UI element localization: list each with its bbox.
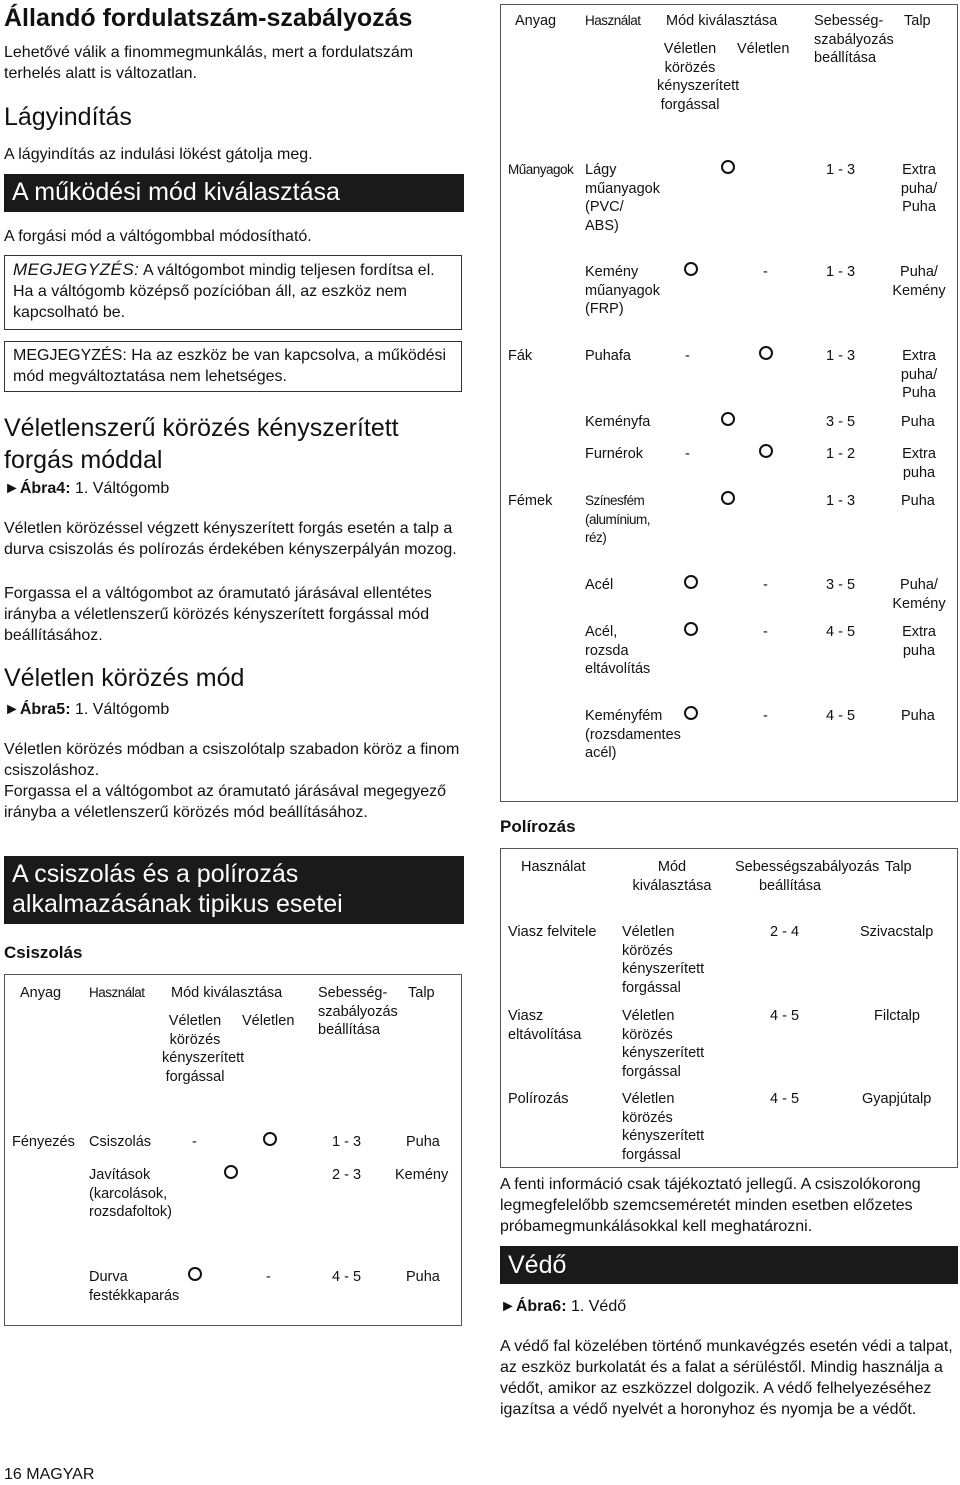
th2-sebesseg: Sebesség-szabályozás beállítása [814,13,894,66]
figure-ref-6 [500,1296,960,1317]
t2-row8-talp: Extra puha [902,624,936,659]
t2-row7-seb: 3 - 5 [826,577,856,593]
t1-row3-talp: Puha [406,1269,440,1285]
t2-row7-m2: - [763,577,768,593]
circle-icon [721,160,735,174]
t2-row8-m1 [684,622,698,642]
section-bar-typical-cases: A csiszolás és a polírozás alkalmazásának tipikus esetei [4,856,464,924]
t1-row1-talp: Puha [406,1134,440,1150]
heading-random-orbit-forced: Véletlenszerű körözés kényszerített forgás móddal [4,414,399,474]
th2-anyag: Anyag [515,13,557,29]
t2-row1-talp: Extra puha/ Puha [900,162,938,215]
t2-row2-m2: - [763,264,768,280]
t2-row4-haszn: Keményfa [585,414,651,430]
t2-row3-m2 [759,346,773,366]
t2-row2-haszn: Kemény műanyagok (FRP) [585,264,660,317]
t2-row7-haszn: Acél [585,577,614,593]
t2-row4-talp: Puha [901,414,935,430]
t2-row6-anyag: Fémek [508,493,553,509]
t2-row3-talp: Extra puha/ Puha [900,348,938,401]
t2-row2-talp: Puha/ Kemény [892,264,946,299]
t1-row1-m1: - [192,1134,197,1150]
t1-row3-haszn: Durva festékkaparás [89,1269,180,1304]
heading-constant-speed: Állandó fordulatszám-szabályozás [4,4,413,32]
paragraph-mode-selection: A forgási mód a váltógombbal módosítható. [4,228,312,245]
th2-sub-random: Véletlen [737,41,790,57]
th-talp: Talp [408,985,435,1001]
t2-row4-seb: 3 - 5 [826,414,856,430]
section-bar-guard: Védő [500,1246,958,1284]
figure-ref-5 [4,699,466,720]
t2-row9-seb: 4 - 5 [826,708,856,724]
t3-row2-haszn: Viasz eltávolítása [508,1008,582,1043]
t2-row1-m2 [721,160,735,180]
t2-row1-anyag: Műanyagok [508,162,574,177]
t2-row4-m2 [721,412,735,432]
heading-random-orbit: Véletlen körözés mód [4,664,245,692]
page-footer: 16 MAGYAR [4,1466,95,1483]
t2-row6-m2 [721,491,735,511]
th-hasznalat: Használat [89,985,145,1000]
paragraph-forced-desc: Véletlen körözéssel végzett kényszerített forgás esetén a talp a durva csiszolás és polírozás érdekében kényszerpályán mozog. [4,520,457,558]
t1-row2-m1 [224,1165,238,1185]
th-sub-random: Véletlen [242,1013,295,1029]
figure-text: 1. Váltógomb [70,701,170,718]
circle-icon [684,575,698,589]
t3-row3-haszn: Polírozás [508,1091,569,1107]
t2-row5-haszn: Furnérok [585,446,644,462]
th3-hasznalat: Használat [521,859,586,875]
th2-hasznalat: Használat [585,13,641,28]
t2-row7-talp: Puha/ Kemény [892,577,946,612]
paragraph-random-instr: Forgassa el a váltógombot az óramutató járásával megegyező irányba a véletlenszerű körözés mód beállításához. [4,783,447,821]
th3-talp: Talp [885,859,912,875]
circle-icon [759,346,773,360]
t2-row3-m1: - [685,348,690,364]
circle-icon [684,262,698,276]
t2-row8-m2: - [763,624,768,640]
t2-row3-anyag: Fák [508,348,533,364]
t1-row1-anyag: Fényezés [12,1134,75,1150]
t2-row5-m1: - [685,446,690,462]
t1-row1-m2 [263,1132,277,1152]
t3-row2-talp: Filctalp [874,1008,920,1024]
th3-mod: Mód kiválasztása [632,859,712,894]
paragraph-guard: A védő fal közelében történő munkavégzés esetén védi a talpat, az eszköz burkolatát és a falat a sérüléstől. Mindig használja a védőt, amikor az eszközzel dolgozik. A védő felhelyezéséhez igazítsa a védő nyelvét a horonyhoz és nyomja be a védőt. [500,1338,953,1418]
t2-row9-talp: Puha [901,708,935,724]
note-box-1 [4,255,462,330]
t2-row9-m1 [684,706,698,726]
t1-row2-seb: 2 - 3 [332,1167,362,1183]
note-text: Ha az eszköz be van kapcsolva, a működési mód megváltoztatása nem lehetséges. [13,347,447,385]
th-sebesseg: Sebesség-szabályozás beállítása [318,985,398,1038]
heading-polishing: Polírozás [500,817,576,836]
t1-row2-talp: Kemény [395,1167,449,1183]
t3-row1-seb: 2 - 4 [770,924,800,940]
t2-row3-seb: 1 - 3 [826,348,856,364]
material-table [500,4,958,802]
t3-row3-mod: Véletlen körözés kényszerített forgással [622,1091,705,1163]
t2-row6-talp: Puha [901,493,935,509]
t2-row5-m2 [759,444,773,464]
figure-ref-4 [4,478,466,499]
note-text: A váltógombot mindig teljesen fordítsa el. Ha a váltógomb középső pozícióban áll, az eszköz nem kapcsolható be. [13,262,435,321]
t2-row9-m2: - [763,708,768,724]
t2-row7-m1 [684,575,698,595]
circle-icon [721,412,735,426]
circle-icon [721,491,735,505]
circle-icon [759,444,773,458]
note-box-2 [4,341,462,392]
t3-row1-mod: Véletlen körözés kényszerített forgással [622,924,705,996]
t3-row1-haszn: Viasz felvitele [508,924,597,940]
th2-talp: Talp [904,13,931,29]
t3-row1-talp: Szivacstalp [860,924,934,940]
figure-text: 1. Védő [566,1298,627,1315]
t2-row5-seb: 1 - 2 [826,446,856,462]
t2-row2-seb: 1 - 3 [826,264,856,280]
figure-label: ►Ábra4: [4,480,71,497]
t2-row6-haszn: Színesfém (alumínium, réz) [585,493,651,545]
note-label: MEGJEGYZÉS: [13,260,140,279]
t2-row6-seb: 1 - 3 [826,493,856,509]
th-anyag: Anyag [20,985,62,1001]
t3-row3-talp: Gyapjútalp [862,1091,932,1107]
paragraph-random-desc: Véletlen körözés módban a csiszolótalp szabadon köröz a finom csiszoláshoz. [4,741,460,779]
t2-row1-seb: 1 - 3 [826,162,856,178]
figure-text: 1. Váltógomb [70,480,170,497]
t2-row2-m1 [684,262,698,282]
th-mod: Mód kiválasztása [171,985,283,1001]
paragraph-info: A fenti információ csak tájékoztató jellegű. A csiszolókorong legmegfelelőbb szemcseméretét minden esetben előzetes próbamegmunkálásokkal kell meghatározni. [500,1176,921,1235]
th-sub-forced: Véletlen körözés kényszerített forgással [162,1013,245,1085]
t1-row3-m2: - [266,1269,271,1285]
paragraph-forced-instr: Forgassa el a váltógombot az óramutató járásával ellentétes irányba a véletlenszerű körözés kényszerített forgással mód beállításához. [4,585,432,644]
t2-row8-haszn: Acél, rozsda eltávolítás [585,624,651,677]
section-bar-mode-selection: A működési mód kiválasztása [4,174,464,212]
circle-icon [684,622,698,636]
figure-label: ►Ábra5: [4,701,71,718]
figure-label: ►Ábra6: [500,1298,567,1315]
heading-soft-start: Lágyindítás [4,103,132,131]
note-label: MEGJEGYZÉS: [13,347,127,364]
t2-row3-haszn: Puhafa [585,348,631,364]
circle-icon [263,1132,277,1146]
t1-row1-seb: 1 - 3 [332,1134,362,1150]
t2-row9-haszn: Keményfém (rozsdamentes acél) [585,708,681,761]
t1-row2-haszn: Javítások (karcolások, rozsdafoltok) [89,1167,173,1220]
heading-sanding: Csiszolás [4,943,83,962]
circle-icon [188,1267,202,1281]
t1-row3-m1 [188,1267,202,1287]
t1-row1-haszn: Csiszolás [89,1134,152,1150]
t2-row5-talp: Extra puha [902,446,936,481]
th2-mod: Mód kiválasztása [666,13,778,29]
t3-row3-seb: 4 - 5 [770,1091,800,1107]
t2-row1-haszn: Lágy műanyagok (PVC/ ABS) [585,162,660,234]
circle-icon [224,1165,238,1179]
t3-row2-seb: 4 - 5 [770,1008,800,1024]
t1-row3-seb: 4 - 5 [332,1269,362,1285]
t2-row8-seb: 4 - 5 [826,624,856,640]
th3-sebesseg: Sebességszabályozás beállítása [735,859,880,894]
circle-icon [684,706,698,720]
t3-row2-mod: Véletlen körözés kényszerített forgással [622,1008,705,1080]
paragraph-constant-speed: Lehetővé válik a finommegmunkálás, mert a fordulatszám terhelés alatt is változatlan. [4,44,414,82]
th2-sub-forced: Véletlen körözés kényszerített forgással [657,41,740,113]
paragraph-soft-start: A lágyindítás az indulási lökést gátolja meg. [4,146,313,163]
